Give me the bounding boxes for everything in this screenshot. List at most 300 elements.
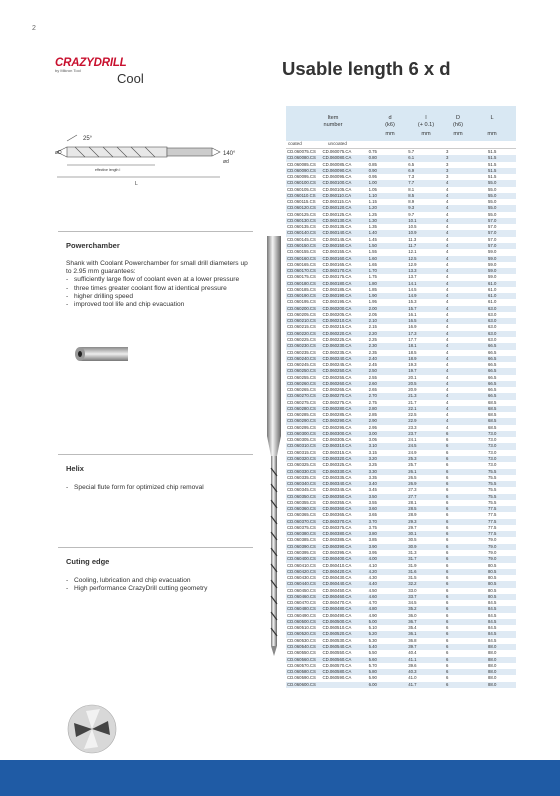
section-divider: [58, 547, 253, 548]
table-cell: 4: [445, 393, 449, 399]
table-cell: CD.060255.CS: [287, 374, 316, 380]
table-cell: 3.00: [368, 430, 377, 436]
unit-d: mm: [385, 131, 395, 137]
table-cell: CD.060320.CA: [322, 456, 352, 462]
table-cell: 31.5: [408, 575, 417, 581]
table-cell: 79.0: [487, 537, 497, 543]
table-cell: 51.5: [487, 149, 497, 154]
table-cell: 75.5: [487, 487, 497, 493]
table-cell: 6: [445, 518, 449, 524]
table-cell: CD.060490.CS: [287, 612, 316, 618]
table-cell: 66.5: [487, 368, 497, 374]
table-cell: 68.5: [487, 399, 497, 405]
header-l: l: [425, 115, 427, 121]
table-cell: 1.10: [368, 192, 377, 198]
table-cell: 15.3: [408, 299, 417, 305]
table-cell: 31.7: [408, 556, 417, 562]
table-cell: 4: [445, 217, 449, 223]
powerchamber-title: Powerchamber: [66, 241, 120, 250]
table-cell: 3.95: [368, 550, 377, 555]
table-cell: 6: [445, 430, 449, 436]
helix-body: [66, 484, 251, 492]
table-cell: CD.060175.CS: [287, 274, 316, 280]
table-cell: 15.7: [408, 305, 417, 311]
table-cell: 41.0: [408, 675, 417, 681]
table-cell: 1.55: [368, 249, 377, 255]
table-cell: 16.9: [408, 324, 417, 330]
table-cell: 30.9: [408, 543, 417, 549]
table-cell: 66.5: [487, 387, 497, 393]
table-cell: 27.3: [408, 487, 417, 493]
table-cell: 4: [445, 299, 449, 305]
table-cell: 0.80: [368, 155, 377, 161]
table-cell: CD.060285.CA: [322, 412, 352, 418]
table-cell: CD.060120.CS: [287, 205, 316, 211]
table-cell: 3.20: [368, 456, 377, 462]
table-cell: 6: [445, 512, 449, 518]
table-cell: CD.060440.CS: [287, 581, 316, 587]
table-cell: 4: [445, 362, 449, 368]
table-cell: CD.060410.CA: [322, 562, 352, 568]
table-cell: 4: [445, 180, 449, 186]
table-cell: CD.060085.CS: [287, 161, 316, 167]
table-cell: 1.45: [368, 236, 377, 242]
table-cell: 4: [445, 192, 449, 198]
table-cell: [322, 682, 363, 688]
table-cell: 36.1: [408, 631, 417, 637]
table-cell: CD.060320.CS: [287, 456, 316, 462]
table-cell: CD.060210.CS: [287, 318, 316, 324]
table-cell: CD.060185.CS: [287, 286, 316, 292]
table-cell: CD.060590.CA: [322, 675, 352, 681]
table-cell: CD.060395.CS: [287, 550, 316, 555]
table-cell: 63.0: [487, 305, 497, 311]
table-cell: 84.5: [487, 600, 497, 606]
table-cell: CD.060295.CS: [287, 424, 316, 430]
header-item: Item: [327, 115, 339, 121]
effective-length-label: effective length l: [95, 168, 121, 172]
table-cell: CD.060205.CA: [322, 311, 352, 317]
table-cell: 2.65: [368, 387, 377, 393]
table-cell: 4.20: [368, 568, 377, 574]
table-cell: 12.5: [408, 255, 417, 261]
table-cell: CD.060550.CS: [287, 650, 316, 656]
list-item: - sufficiently large flow of coolant even at a lower pressure: [66, 276, 240, 284]
table-cell: CD.060490.CA: [322, 612, 352, 618]
table-cell: 6: [445, 456, 449, 462]
table-cell: 3.60: [368, 506, 377, 512]
table-cell: 6: [445, 474, 449, 480]
table-cell: 4: [445, 330, 449, 336]
table-cell: CD.060170.CS: [287, 268, 316, 274]
table-cell: 6: [445, 662, 449, 668]
header-uncoated: uncoated: [328, 141, 347, 146]
dia-label: ød: [223, 159, 229, 165]
table-cell: 6: [445, 568, 449, 574]
point-angle-label: 140°: [223, 151, 236, 157]
table-cell: 2.40: [368, 355, 377, 361]
table-cell: CD.060600.CS: [287, 681, 316, 687]
table-cell: 51.5: [487, 155, 497, 161]
table-cell: 4.80: [368, 606, 377, 612]
table-cell: 77.5: [487, 531, 497, 537]
table-cell: CD.060325.CS: [287, 462, 316, 468]
table-cell: CD.060150.CS: [287, 242, 316, 248]
table-cell: 1.95: [368, 299, 377, 305]
page-number: 2: [32, 25, 36, 32]
table-cell: CD.060155.CA: [322, 249, 352, 255]
table-cell: 6: [445, 606, 449, 612]
table-cell: 4: [445, 261, 449, 267]
table-cell: 3.55: [368, 499, 377, 505]
table-cell: 2.80: [368, 405, 377, 411]
table-cell: CD.060105.CA: [322, 186, 352, 192]
table-cell: 23.3: [408, 424, 417, 430]
table-cell: CD.060145.CA: [322, 236, 352, 242]
table-cell: 36.0: [408, 612, 417, 618]
table-cell: 84.5: [487, 631, 497, 637]
crazydrill-logo: [55, 57, 144, 93]
table-cell: 2.70: [368, 393, 377, 399]
table-cell: 4: [445, 274, 449, 280]
table-cell: 4: [445, 424, 449, 430]
table-cell: 36.7: [408, 618, 417, 624]
table-cell: CD.060215.CS: [287, 324, 316, 330]
table-cell: CD.060095.CS: [287, 174, 316, 180]
table-cell: CD.060110.CA: [322, 192, 352, 198]
table-cell: 2.30: [368, 343, 377, 349]
table-cell: CD.060125.CS: [287, 211, 316, 217]
table-cell: CD.060125.CA: [322, 211, 352, 217]
table-cell: 20.5: [408, 380, 417, 386]
table-cell: CD.060480.CA: [322, 606, 352, 612]
table-cell: CD.060190.CS: [287, 293, 316, 299]
table-cell: CD.060335.CS: [287, 474, 316, 480]
table-cell: 17.3: [408, 330, 417, 336]
table-cell: 27.7: [408, 493, 417, 499]
table-cell: 75.5: [487, 474, 497, 480]
length-label: L: [135, 181, 138, 187]
table-cell: 3.15: [368, 449, 377, 455]
table-cell: 4: [445, 324, 449, 330]
table-cell: CD.060510.CA: [322, 625, 352, 631]
table-cell: 6: [445, 669, 449, 675]
table-cell: 7.3: [408, 174, 415, 180]
table-cell: 6: [445, 499, 449, 505]
table-cell: 75.5: [487, 468, 497, 474]
table-cell: CD.060225.CA: [322, 336, 352, 342]
list-item: - three times greater coolant flow at identical pressure: [66, 284, 227, 292]
table-cell: CD.060200.CS: [287, 305, 316, 311]
table-cell: 6.1: [408, 155, 415, 161]
table-cell: CD.060470.CA: [322, 600, 352, 606]
table-cell: 77.5: [487, 506, 497, 512]
table-cell: CD.060310.CS: [287, 443, 316, 449]
table-cell: 39.6: [408, 662, 417, 668]
table-cell: 63.0: [487, 336, 497, 342]
table-cell: 8.9: [408, 199, 415, 205]
table-cell: 26.1: [408, 468, 417, 474]
cutting-edge-image: [66, 703, 118, 755]
table-cell: 35.2: [408, 606, 417, 612]
table-cell: CD.060205.CS: [287, 311, 316, 317]
table-cell: 2.90: [368, 418, 377, 424]
page-title: Usable length 6 x d: [282, 58, 451, 79]
table-cell: CD.060570.CS: [287, 662, 316, 668]
table-cell: 79.0: [487, 556, 497, 562]
table-cell: 6: [445, 487, 449, 493]
shank-dia-label: øD: [55, 150, 62, 156]
table-cell: 28.9: [408, 512, 417, 518]
table-cell: 17.7: [408, 336, 417, 342]
table-cell: CD.060500.CA: [322, 618, 352, 624]
table-cell: 63.0: [487, 311, 497, 317]
table-cell: 6: [445, 681, 449, 687]
table-cell: CD.060230.CS: [287, 343, 316, 349]
table-cell: CD.060135.CS: [287, 224, 316, 230]
table-cell: CD.060360.CA: [322, 506, 352, 512]
table-cell: CD.060410.CS: [287, 562, 316, 568]
table-cell: 2.25: [368, 336, 377, 342]
table-cell: 6: [445, 506, 449, 512]
table-cell: 57.0: [487, 236, 497, 242]
table-cell: 77.5: [487, 518, 497, 524]
table-cell: CD.060105.CS: [287, 186, 316, 192]
table-cell: 14.5: [408, 286, 417, 292]
table-cell: CD.060300.CA: [322, 430, 352, 436]
header-number: number: [323, 122, 343, 128]
table-cell: 29.3: [408, 518, 417, 524]
table-cell: CD.060220.CS: [287, 330, 316, 336]
table-cell: CD.060305.CA: [322, 437, 352, 443]
footer-bar: [0, 760, 560, 796]
table-cell: 4.10: [368, 562, 377, 568]
table-cell: CD.060370.CA: [322, 518, 352, 524]
table-cell: 40.3: [408, 669, 417, 675]
table-cell: 68.5: [487, 405, 497, 411]
table-cell: 80.5: [487, 568, 497, 574]
table-cell: 51.5: [487, 167, 497, 173]
table-cell: CD.060160.CA: [322, 255, 352, 261]
header-D: D: [455, 115, 461, 121]
table-cell: 59.0: [487, 255, 497, 261]
table-cell: 3.35: [368, 474, 377, 480]
table-cell: CD.060570.CA: [322, 662, 352, 668]
table-cell: 4.40: [368, 581, 377, 587]
table-cell: CD.060380.CS: [287, 531, 316, 537]
table-cell: 1.00: [368, 180, 377, 186]
table-cell: 8.1: [408, 186, 415, 192]
table-cell: CD.060580.CS: [287, 669, 316, 675]
table-cell: CD.060280.CS: [287, 405, 316, 411]
unit-l: mm: [421, 131, 431, 137]
unit-D: mm: [453, 131, 463, 137]
table-cell: 4: [445, 412, 449, 418]
table-cell: 4.50: [368, 587, 377, 593]
table-cell: 0.85: [368, 161, 377, 167]
table-cell: 2.60: [368, 380, 377, 386]
table-cell: 1.25: [368, 211, 377, 217]
table-cell: 3: [445, 161, 449, 167]
table-cell: 4: [445, 205, 449, 211]
table-cell: 61.0: [487, 286, 497, 292]
table-cell: CD.060220.CA: [322, 330, 352, 336]
table-cell: 6: [445, 675, 449, 681]
table-cell: 3.30: [368, 468, 377, 474]
table-cell: 6: [445, 531, 449, 537]
table-cell: 88.0: [487, 650, 497, 656]
table-cell: 57.0: [487, 230, 497, 236]
table-cell: CD.060195.CA: [322, 299, 352, 305]
table-cell: CD.060330.CS: [287, 468, 316, 474]
table-cell: 5.60: [368, 656, 377, 662]
table-cell: 55.0: [487, 211, 497, 217]
header-d-tol: (k6): [385, 122, 395, 128]
table-cell: 3.25: [368, 462, 377, 468]
table-cell: 80.5: [487, 593, 497, 599]
table-cell: 73.0: [487, 456, 497, 462]
table-cell: 6.00: [368, 681, 377, 687]
table-cell: 0.95: [368, 174, 377, 180]
logo-product: Cool: [117, 71, 144, 86]
table-cell: CD.060450.CA: [322, 587, 352, 593]
table-cell: 66.5: [487, 380, 497, 386]
table-cell: 61.0: [487, 293, 497, 299]
table-cell: 3: [445, 174, 449, 180]
table-cell: 4: [445, 380, 449, 386]
table-cell: 2.75: [368, 399, 377, 405]
table-cell: 6: [445, 550, 449, 555]
table-cell: 5.40: [368, 643, 377, 649]
table-cell: CD.060290.CA: [322, 418, 352, 424]
table-cell: 4: [445, 305, 449, 311]
table-cell: 1.35: [368, 224, 377, 230]
header-L: L: [490, 115, 494, 121]
table-cell: 10.5: [408, 224, 417, 230]
table-cell: CD.060085.CA: [322, 161, 352, 167]
table-cell: CD.060185.CA: [322, 286, 352, 292]
table-cell: 55.0: [487, 186, 497, 192]
table-cell: 3.65: [368, 512, 377, 518]
table-cell: CD.060130.CS: [287, 217, 316, 223]
table-cell: 4: [445, 368, 449, 374]
table-cell: 29.7: [408, 524, 417, 530]
table-cell: 3.90: [368, 543, 377, 549]
table-cell: CD.060560.CA: [322, 656, 352, 662]
table-cell: 84.5: [487, 618, 497, 624]
table-cell: CD.060450.CS: [287, 587, 316, 593]
table-cell: 0.90: [368, 167, 377, 173]
table-cell: 55.0: [487, 199, 497, 205]
table-cell: CD.060180.CS: [287, 280, 316, 286]
table-cell: 13.3: [408, 268, 417, 274]
table-cell: 19.3: [408, 362, 417, 368]
table-cell: 3: [445, 149, 449, 154]
table-cell: 73.0: [487, 449, 497, 455]
table-cell: CD.060265.CA: [322, 387, 352, 393]
table-cell: CD.060520.CA: [322, 631, 352, 637]
table-cell: 22.9: [408, 418, 417, 424]
table-cell: 88.0: [487, 669, 497, 675]
table-cell: 3.85: [368, 537, 377, 543]
table-cell: CD.060310.CA: [322, 443, 352, 449]
table-cell: 63.0: [487, 318, 497, 324]
table-cell: CD.060235.CA: [322, 349, 352, 355]
table-cell: 2.95: [368, 424, 377, 430]
table-cell: CD.060115.CA: [322, 199, 352, 205]
table-cell: 4: [445, 311, 449, 317]
unit-L: mm: [487, 131, 497, 137]
table-cell: 10.1: [408, 217, 417, 223]
table-cell: 5.90: [368, 675, 377, 681]
table-cell: 21.7: [408, 399, 417, 405]
table-cell: 36.8: [408, 637, 417, 643]
table-cell: 88.0: [487, 656, 497, 662]
table-cell: 1.05: [368, 186, 377, 192]
table-cell: 35.4: [408, 625, 417, 631]
table-cell: 6: [445, 631, 449, 637]
table-cell: 1.40: [368, 230, 377, 236]
table-cell: 6.9: [408, 167, 415, 173]
table-cell: 5.7: [408, 149, 415, 154]
table-cell: 22.5: [408, 412, 417, 418]
table-cell: 5.50: [368, 650, 377, 656]
table-cell: 14.1: [408, 280, 417, 286]
table-cell: 4: [445, 224, 449, 230]
table-cell: CD.060380.CA: [322, 531, 352, 537]
table-cell: 6: [445, 543, 449, 549]
list-item: - Special flute form for optimized chip removal: [66, 484, 204, 491]
table-cell: CD.060150.CA: [322, 242, 352, 248]
table-cell: 3.70: [368, 518, 377, 524]
table-cell: 4: [445, 236, 449, 242]
table-cell: 77.5: [487, 512, 497, 518]
table-cell: 4.60: [368, 593, 377, 599]
table-cell: 57.0: [487, 242, 497, 248]
powerchamber-intro: Shank with Coolant Powerchamber for small drill diameters up to 2.95 mm guarantees:: [66, 260, 248, 276]
table-cell: 1.20: [368, 205, 377, 211]
table-cell: 6: [445, 581, 449, 587]
table-cell: 59.0: [487, 274, 497, 280]
table-cell: 3.10: [368, 443, 377, 449]
table-row: [286, 682, 516, 688]
table-cell: 75.5: [487, 499, 497, 505]
table-cell: CD.060160.CS: [287, 255, 316, 261]
table-cell: 88.0: [487, 675, 497, 681]
tip-angle-label: 25°: [83, 136, 93, 142]
table-cell: CD.060175.CA: [322, 274, 352, 280]
table-cell: 4: [445, 374, 449, 380]
table-cell: 6: [445, 524, 449, 530]
table-cell: 2.85: [368, 412, 377, 418]
table-cell: CD.060400.CS: [287, 556, 316, 562]
table-cell: 66.5: [487, 362, 497, 368]
table-cell: CD.060365.CS: [287, 512, 316, 518]
table-cell: 20.9: [408, 387, 417, 393]
table-cell: 2.55: [368, 374, 377, 380]
table-cell: CD.060225.CS: [287, 336, 316, 342]
table-cell: 75.5: [487, 481, 497, 487]
table-cell: CD.060260.CS: [287, 380, 316, 386]
table-cell: CD.060170.CA: [322, 268, 352, 274]
table-cell: CD.060530.CS: [287, 637, 316, 643]
table-cell: 88.0: [487, 681, 497, 687]
table-cell: 4: [445, 255, 449, 261]
table-cell: 3.45: [368, 487, 377, 493]
table-cell: CD.060340.CS: [287, 481, 316, 487]
table-cell: 33.7: [408, 593, 417, 599]
table-cell: 3: [445, 167, 449, 173]
